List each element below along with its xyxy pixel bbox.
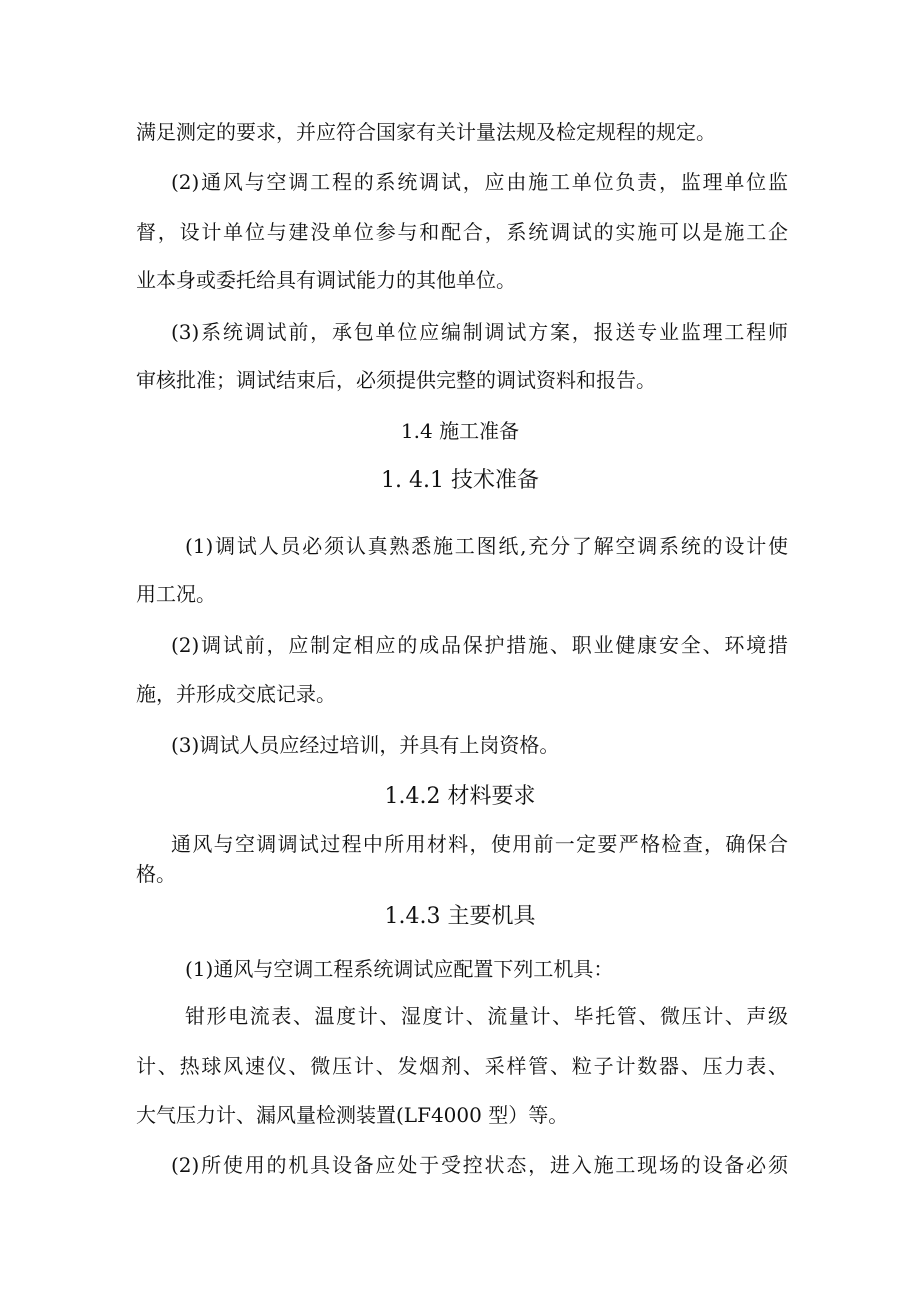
paragraph-line: 满足测定的要求，并应符合国家有关计量法规及检定规程的规定。	[136, 120, 716, 144]
section-heading-1-4: 1.4 施工准备	[400, 419, 520, 443]
paragraph-line: 计、热球风速仪、微压计、发烟剂、采样管、粒子计数器、压力表、	[136, 1054, 788, 1078]
paragraph-line: (3)系统调试前，承包单位应编制调试方案，报送专业监理工程师	[171, 320, 788, 344]
paragraph-line: 督，设计单位与建没单位参与和配合，系统调试的实施可以是施工企	[136, 220, 788, 244]
section-heading-1-4-1: 1. 4.1 技术准备	[381, 468, 539, 493]
paragraph-line: 施，并形成交底记录。	[136, 682, 336, 706]
section-heading-1-4-3: 1.4.3 主要机具	[384, 904, 536, 929]
paragraph-line: (3)调试人员应经过培训，并具有上岗资格。	[171, 733, 560, 757]
paragraph-line: (2)通风与空调工程的系统调试，应由施工单位负责，监理单位监	[171, 170, 788, 194]
paragraph-line: 用工况。	[136, 582, 216, 606]
paragraph-line: 大气压力计、漏风量检测装置(LF4000 型）等。	[136, 1103, 569, 1127]
paragraph-line: (2)所使用的机具设备应处于受控状态，进入施工现场的设备必须	[171, 1153, 788, 1177]
paragraph-line: 钳形电流表、温度计、湿度计、流量计、毕托管、微压计、声级	[185, 1004, 788, 1028]
paragraph-line: 通风与空调调试过程中所用材料，使用前一定要严格检查，确保合	[171, 832, 788, 856]
paragraph-line: 审核批准；调试结束后，必须提供完整的调试资料和报告。	[136, 368, 656, 392]
paragraph-line: (1)调试人员必须认真熟悉施工图纸,充分了解空调系统的设计使	[185, 534, 788, 558]
section-heading-1-4-2: 1.4.2 材料要求	[384, 784, 536, 809]
paragraph-line: 业本身或委托给具有调试能力的其他单位。	[136, 268, 516, 292]
paragraph-line: (1)通风与空调工程系统调试应配置下列工机具：	[185, 957, 614, 981]
paragraph-line: 格。	[136, 862, 176, 886]
paragraph-line: (2)调试前，应制定相应的成品保护措施、职业健康安全、环境措	[171, 633, 788, 657]
